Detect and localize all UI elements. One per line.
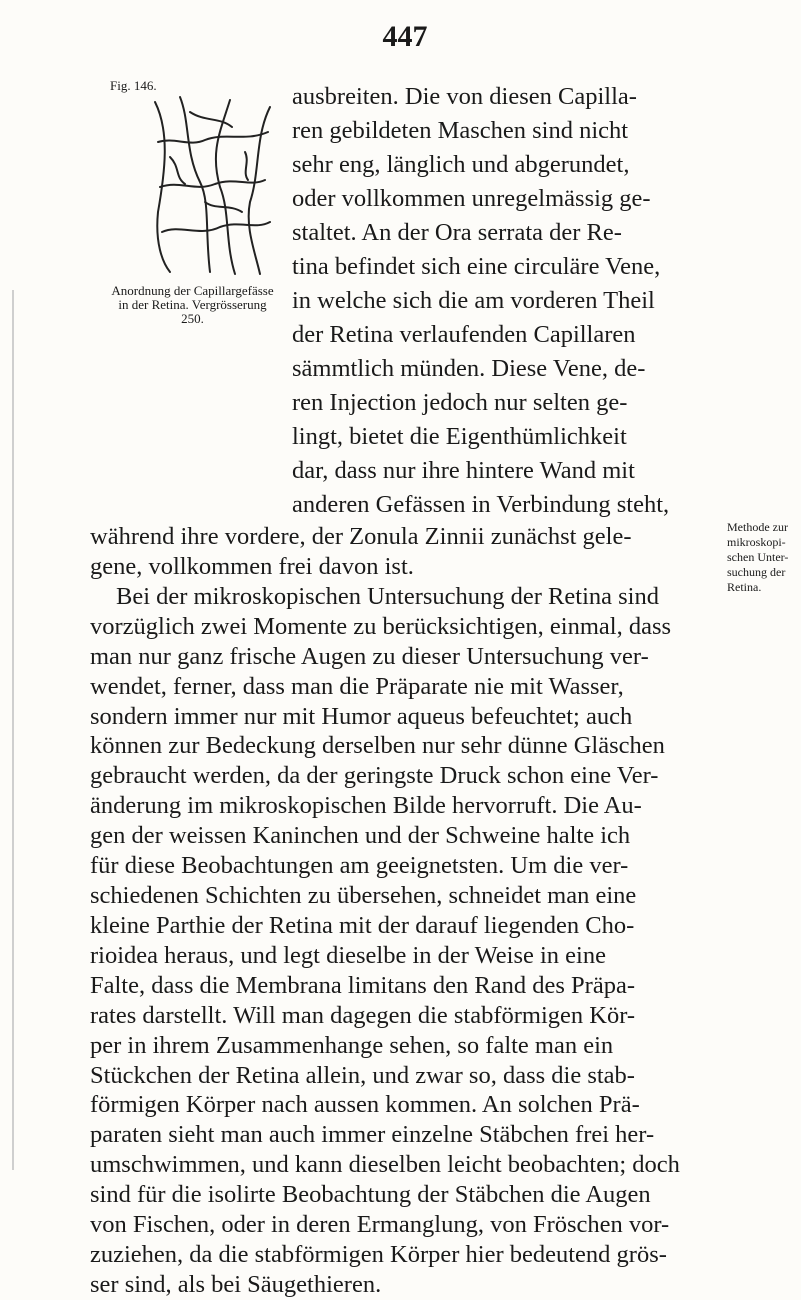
text-line: man nur ganz frische Augen zu dieser Untersuchung ver- [90,642,649,670]
text-line: oder vollkommen unregelmässig ge- [292,185,651,212]
margin-note-line: Methode zur [727,520,788,534]
text-line: für diese Beobachtungen am geeignetsten. Um die ver- [90,852,629,880]
text-line: ren Injection jedoch nur selten ge- [292,389,628,416]
text-line: der Retina verlaufenden Capillaren [292,321,636,348]
text-line: sämmtlich münden. Diese Vene, de- [292,355,646,382]
caption-line: in der Retina. Vergrösserung [118,297,267,312]
text-line: zuziehen, da die stabförmigen Körper hier bedeutend grös- [90,1241,667,1269]
text-line: schiedenen Schichten zu übersehen, schneidet man eine [90,882,637,910]
text-line: rioidea heraus, und legt dieselbe in der Weise in eine [90,941,606,969]
margin-note-line: mikroskopi- [727,535,786,549]
text-line: rates darstellt. Will man dagegen die stabförmigen Kör- [90,1001,636,1029]
text-line: ren gebildeten Maschen sind nicht [292,117,629,144]
left-rule [12,290,14,1170]
text-line: ausbreiten. Die von diesen Capilla- [292,83,637,110]
page-number: 447 [382,20,428,53]
text-line: staltet. An der Ora serrata der Re- [292,219,622,246]
text-line: vorzüglich zwei Momente zu berücksichtigen, einmal, dass [90,612,672,640]
text-line: sind für die isolirte Beobachtung der Stäbchen die Augen [90,1181,651,1209]
caption-line: 250. [181,311,204,326]
text-line: förmigen Körper nach aussen kommen. An solchen Prä- [90,1091,640,1119]
text-line: änderung im mikroskopischen Bilde hervorruft. Die Au- [90,792,642,820]
text-line: dar, dass nur ihre hintere Wand mit [292,457,635,484]
text-line: sehr eng, länglich und abgerundet, [292,151,630,178]
text-line: gebraucht werden, da der geringste Druck schon eine Ver- [90,762,659,790]
margin-note-line: suchung der [727,565,786,579]
text-line: gene, vollkommen frei davon ist. [90,552,414,580]
text-line: in welche sich die am vorderen Theil [292,287,655,314]
text-line: kleine Parthie der Retina mit der darauf liegenden Cho- [90,911,635,939]
text-line: können zur Bedeckung derselben nur sehr dünne Gläschen [90,732,665,760]
text-line: gen der weissen Kaninchen und der Schweine halte ich [90,822,631,850]
text-line: anderen Gefässen in Verbindung steht, [292,491,670,518]
margin-note [727,520,801,595]
capillary-figure [150,92,280,277]
text-line: lingt, bietet die Eigenthümlichkeit [292,423,627,450]
text-line: per in ihrem Zusammenhange sehen, so falte man ein [90,1031,614,1059]
figure-label: Fig. 146. [110,78,157,93]
text-line: Stückchen der Retina allein, und zwar so, dass die stab- [90,1061,635,1089]
text-line: sondern immer nur mit Humor aqueus befeuchtet; auch [90,702,633,730]
text-line: Falte, dass die Membrana limitans den Rand des Präpa- [90,971,635,999]
text-line: von Fischen, oder in deren Ermanglung, von Fröschen vor- [90,1211,670,1239]
text-line: Bei der mikroskopischen Untersuchung der Retina sind [116,582,659,610]
margin-note-line: Retina. [727,580,762,594]
text-line: während ihre vordere, der Zonula Zinnii zunächst gele- [90,523,632,550]
figure-caption [90,284,295,326]
caption-line: Anordnung der Capillargefässe [111,283,274,298]
text-line: umschwimmen, und kann dieselben leicht beobachten; doch [90,1151,680,1179]
text-line: wendet, ferner, dass man die Präparate nie mit Wasser, [90,672,624,700]
text-line: ser sind, als bei Säugethieren. [90,1271,382,1298]
text-line: tina befindet sich eine circuläre Vene, [292,253,661,280]
text-line: paraten sieht man auch immer einzelne Stäbchen frei her- [90,1121,655,1149]
margin-note-line: schen Unter- [727,550,789,564]
